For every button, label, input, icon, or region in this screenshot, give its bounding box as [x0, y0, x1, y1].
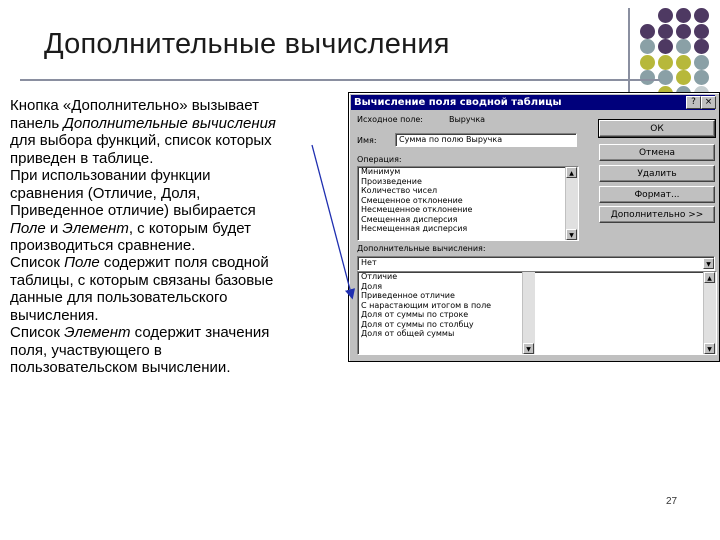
format-button[interactable]: Формат... — [599, 186, 715, 203]
text-line: Кнопка «Дополнительно» вызывает — [10, 97, 259, 114]
slide-title: Дополнительные вычисления — [44, 28, 450, 60]
text-line: приведен в таблице. — [10, 149, 154, 167]
emphasis-text: Поле — [10, 219, 46, 237]
list-item[interactable]: Несмещенное отклонение — [361, 205, 473, 214]
text-fragment: панель — [10, 114, 64, 132]
list-item[interactable]: Доля — [361, 281, 383, 291]
list-item[interactable]: Доля от суммы по строке — [361, 310, 469, 319]
arrow-line — [312, 145, 352, 297]
text-line: поля, участвующего в — [10, 341, 162, 359]
text-fragment: Список — [10, 254, 65, 271]
list-item[interactable]: С нарастающим итогом в поле — [361, 300, 492, 310]
operation-label: Операция: — [357, 155, 402, 164]
dialog-title: Вычисление поля сводной таблицы — [354, 97, 562, 108]
advanced-button[interactable]: Дополнительно >> — [599, 206, 715, 223]
text-line: сравнения (Отличие, Доля, — [10, 184, 201, 202]
list-item[interactable]: Смещенная дисперсия — [361, 214, 458, 224]
list-item[interactable]: Приведенное отличие — [361, 291, 455, 300]
text-fragment: содержит поля сводной — [99, 254, 269, 271]
list-item[interactable]: Количество чисел — [361, 186, 438, 195]
cancel-button[interactable]: Отмена — [599, 144, 715, 161]
list-item[interactable]: Доля от суммы по столбцу — [361, 319, 474, 329]
list-item[interactable]: Минимум — [361, 167, 401, 176]
page-number: 27 — [666, 496, 678, 507]
list-item[interactable]: Несмещенная дисперсия — [361, 224, 468, 233]
additional-calc-label: Дополнительные вычисления: — [357, 244, 486, 253]
scroll-down-icon[interactable]: ▼ — [523, 343, 534, 354]
emphasis-text: Поле — [64, 254, 100, 271]
emphasis-text: Дополнительные вычисления — [63, 114, 276, 132]
emphasis-text: Элемент — [62, 219, 129, 237]
name-input[interactable]: Сумма по полю Выручка — [395, 133, 577, 147]
list-item[interactable]: Смещенное отклонение — [361, 195, 463, 205]
emphasis-text: Элемент — [64, 324, 131, 341]
ok-button[interactable]: ОК — [599, 120, 715, 137]
text-fragment: Список — [10, 324, 65, 341]
text-line: При использовании функции — [10, 167, 211, 184]
list-item[interactable]: Отличие — [361, 272, 398, 281]
source-field-label: Исходное поле: — [357, 115, 423, 124]
list-item[interactable]: Произведение — [361, 176, 422, 186]
help-icon[interactable]: ? — [686, 96, 701, 109]
text-line: для выбора функций, список которых — [10, 132, 272, 149]
dropdown-arrow-icon[interactable]: ▼ — [703, 258, 714, 269]
text-fragment: , с которым будет — [128, 219, 251, 237]
scroll-down-icon[interactable]: ▼ — [704, 343, 715, 354]
scroll-down-icon[interactable]: ▼ — [566, 229, 577, 240]
text-fragment: и — [45, 219, 63, 237]
source-field-value: Выручка — [449, 115, 486, 124]
scroll-up-icon[interactable]: ▲ — [566, 167, 577, 178]
text-line: Приведенное отличие) выбирается — [10, 202, 256, 219]
text-line: таблицы, с которым связаны базовые — [10, 271, 274, 289]
list-item[interactable]: Доля от общей суммы — [361, 329, 455, 338]
text-line: производиться сравнение. — [10, 237, 196, 254]
text-line: данные для пользовательского — [10, 289, 228, 306]
name-label: Имя: — [357, 136, 377, 145]
text-line: вычисления. — [10, 306, 99, 324]
text-fragment: содержит значения — [130, 324, 270, 341]
additional-calc-select[interactable]: Нет — [357, 256, 715, 271]
scroll-up-icon[interactable]: ▲ — [704, 272, 715, 283]
close-icon[interactable]: × — [701, 96, 716, 109]
text-line: пользовательском вычислении. — [10, 359, 231, 376]
delete-button[interactable]: Удалить — [599, 165, 715, 182]
